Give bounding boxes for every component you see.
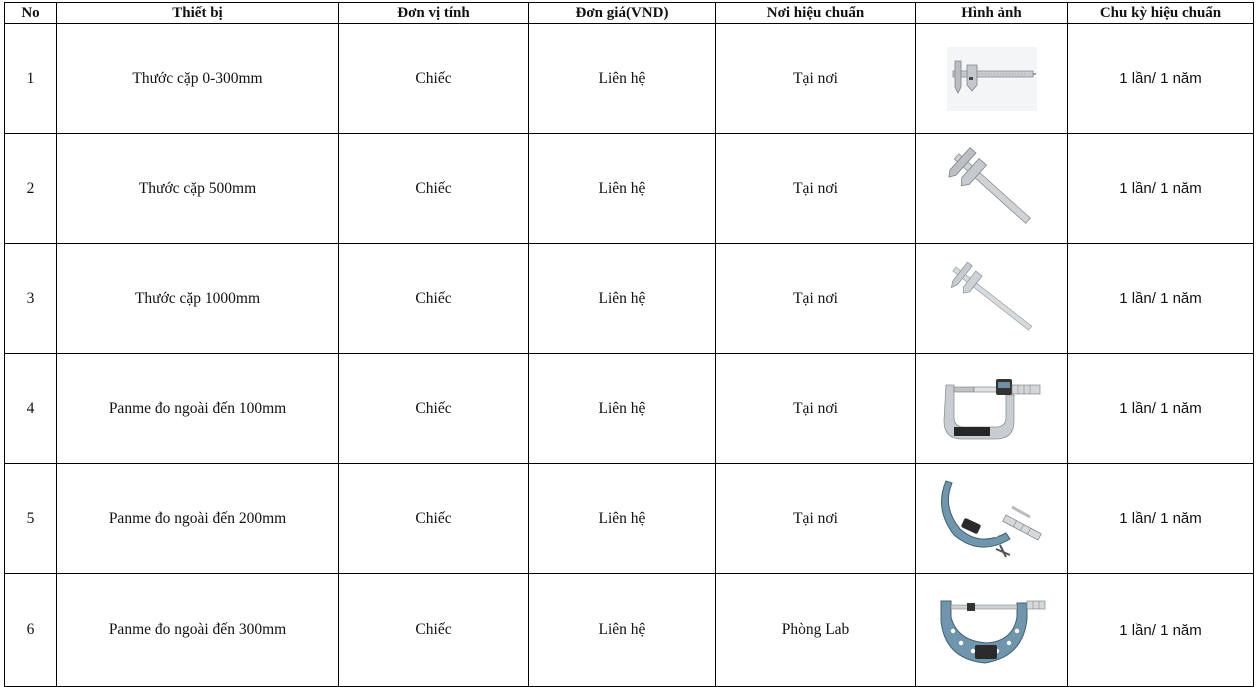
cell-cycle: 1 lần/ 1 năm	[1068, 134, 1254, 244]
cell-price: Liên hệ	[529, 464, 716, 574]
header-no: No	[5, 3, 57, 24]
table-row	[5, 244, 1254, 354]
header-cycle: Chu kỳ hiệu chuẩn	[1068, 3, 1254, 24]
cell-unit: Chiếc	[339, 244, 529, 354]
cell-image	[916, 574, 1068, 687]
cell-image	[916, 134, 1068, 244]
cell-no: 3	[5, 244, 57, 354]
cell-image	[916, 464, 1068, 574]
table-row	[5, 354, 1254, 464]
cell-price: Liên hệ	[529, 244, 716, 354]
vernier-caliper-300-icon	[947, 47, 1037, 111]
header-image: Hình ảnh	[916, 3, 1068, 24]
table-row	[5, 24, 1254, 134]
cell-device: Thước cặp 1000mm	[57, 244, 339, 354]
table-row	[5, 134, 1254, 244]
cell-no: 6	[5, 574, 57, 687]
cell-no: 2	[5, 134, 57, 244]
cell-place: Tại nơi	[716, 24, 916, 134]
cell-unit: Chiếc	[339, 134, 529, 244]
vernier-caliper-500-icon	[942, 143, 1042, 235]
cell-unit: Chiếc	[339, 24, 529, 134]
digital-micrometer-icon	[940, 377, 1044, 441]
table-row	[5, 464, 1254, 574]
cell-price: Liên hệ	[529, 574, 716, 687]
cell-place: Tại nơi	[716, 354, 916, 464]
cell-place: Tại nơi	[716, 244, 916, 354]
cell-device: Thước cặp 0-300mm	[57, 24, 339, 134]
cell-cycle: 1 lần/ 1 năm	[1068, 574, 1254, 687]
cell-price: Liên hệ	[529, 134, 716, 244]
cell-device: Panme đo ngoài đến 200mm	[57, 464, 339, 574]
cell-cycle: 1 lần/ 1 năm	[1068, 354, 1254, 464]
header-place: Nơi hiệu chuẩn	[716, 3, 916, 24]
cell-unit: Chiếc	[339, 354, 529, 464]
cell-cycle: 1 lần/ 1 năm	[1068, 464, 1254, 574]
cell-place: Phòng Lab	[716, 574, 916, 687]
header-unit: Đơn vị tính	[339, 3, 529, 24]
calibration-table	[4, 2, 1254, 687]
cell-unit: Chiếc	[339, 464, 529, 574]
cell-place: Tại nơi	[716, 134, 916, 244]
cell-no: 4	[5, 354, 57, 464]
cell-image	[916, 354, 1068, 464]
cell-image	[916, 244, 1068, 354]
micrometer-300-icon	[937, 593, 1047, 667]
cell-no: 1	[5, 24, 57, 134]
cell-no: 5	[5, 464, 57, 574]
cell-image	[916, 24, 1068, 134]
vernier-caliper-1000-icon	[942, 257, 1042, 341]
cell-cycle: 1 lần/ 1 năm	[1068, 24, 1254, 134]
cell-cycle: 1 lần/ 1 năm	[1068, 244, 1254, 354]
cell-price: Liên hệ	[529, 354, 716, 464]
cell-device: Panme đo ngoài đến 300mm	[57, 574, 339, 687]
header-price: Đơn giá(VND)	[529, 3, 716, 24]
header-device: Thiết bị	[57, 3, 339, 24]
cell-device: Panme đo ngoài đến 100mm	[57, 354, 339, 464]
micrometer-200-icon	[940, 477, 1044, 561]
cell-device: Thước cặp 500mm	[57, 134, 339, 244]
cell-price: Liên hệ	[529, 24, 716, 134]
table-header-row	[5, 3, 1254, 24]
cell-unit: Chiếc	[339, 574, 529, 687]
table-row	[5, 574, 1254, 687]
cell-place: Tại nơi	[716, 464, 916, 574]
